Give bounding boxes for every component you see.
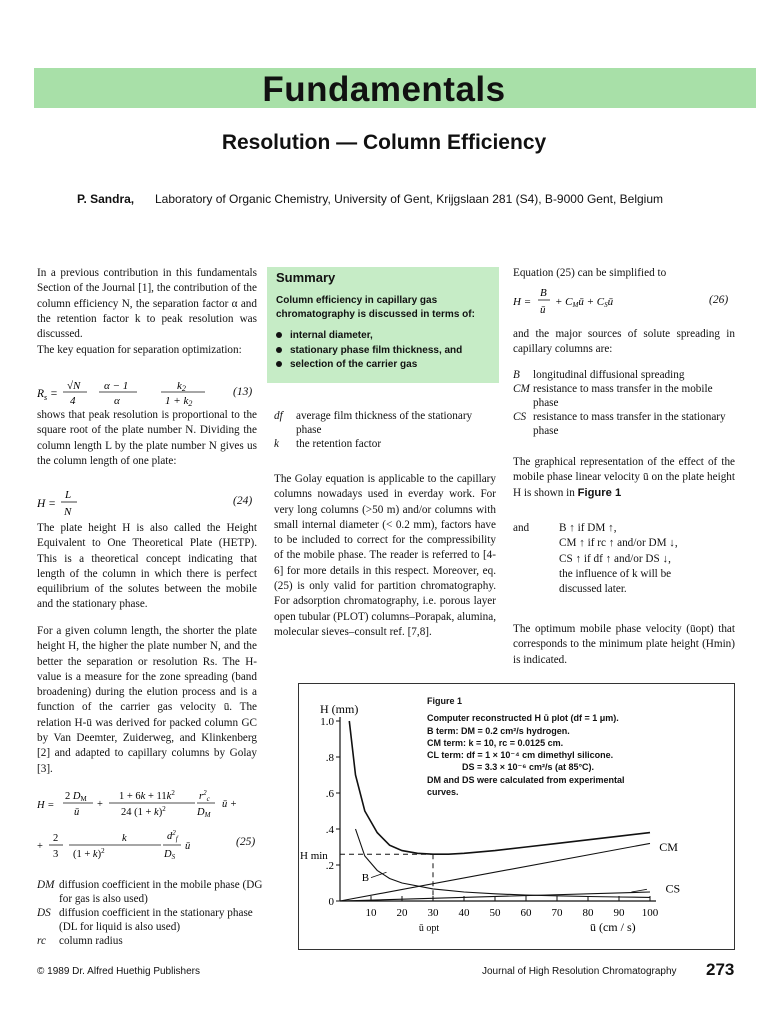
paragraph: In a previous contribution in this fundamentals Section of the Journal [1], the contribution of the column efficiency N, the separation factor α and the retention factor k to peak resolution was discussed. (37, 267, 257, 341)
journal-name: Journal of High Resolution Chromatography (482, 966, 677, 977)
definition-list (274, 409, 496, 451)
caption-line: B term: DM = 0.2 cm²/s hydrogen. (427, 725, 570, 736)
page-number: 273 (706, 960, 735, 979)
condition-line: CS ↑ if df ↑ and/or DS ↓, (559, 552, 671, 565)
svg-text:+: + (37, 841, 43, 852)
definition-item (513, 382, 735, 410)
svg-text:L: L (65, 489, 72, 501)
definition-text: diffusion coefficient in the mobile phase (DG for gas is also used) (59, 879, 263, 905)
svg-text:1 + k2: 1 + k2 (165, 395, 193, 408)
h-min-label: H min (300, 850, 328, 863)
caption-line: curves. (427, 787, 459, 798)
svg-text:ū: ū (540, 304, 546, 316)
copyright: © 1989 Dr. Alfred Huethig Publishers (37, 966, 201, 977)
definition-symbol: CS (513, 411, 527, 423)
definition-symbol: DS (37, 907, 51, 919)
definition-symbol: rc (37, 935, 46, 947)
y-tick-label: 1.0 (320, 716, 334, 728)
u-opt-label: ū opt (418, 923, 440, 934)
definition-text: average film thickness of the stationary phase (296, 410, 473, 436)
condition-line: the influence of k will be (559, 567, 672, 580)
definition-text: the retention factor (296, 438, 382, 450)
author: P. Sandra, (77, 192, 135, 206)
x-tick-label: 60 (520, 907, 532, 919)
summary-bullet: selection of the carrier gas (276, 359, 417, 370)
svg-text:k: k (122, 833, 127, 844)
condition-list (559, 521, 735, 597)
curve-label-cm: CM (659, 840, 678, 854)
x-tick-label: 90 (613, 907, 625, 919)
svg-text:ū: ū (185, 841, 191, 852)
summary-text: Column efficiency in capillary gas chromatography is discussed in terms of: (276, 295, 475, 320)
arrow-cs (631, 889, 647, 892)
summary-bullet: internal diameter, (276, 330, 373, 341)
svg-text:α − 1: α − 1 (104, 380, 129, 392)
svg-text:k2: k2 (177, 380, 186, 393)
equation-25 (37, 787, 267, 862)
svg-text:2 DM: 2 DM (65, 791, 87, 803)
y-tick-label: .2 (325, 860, 334, 872)
y-tick-label: 0 (328, 896, 334, 908)
svg-text:4: 4 (70, 395, 76, 407)
svg-text:N: N (64, 506, 72, 518)
x-tick-label: 40 (458, 907, 470, 919)
equation-26 (513, 286, 673, 318)
svg-text:24 (1 + k)2: 24 $(1 + k)^2$ (121, 805, 166, 818)
definition-list (513, 368, 735, 438)
series-line-h (349, 721, 650, 854)
definition-text: column radius (59, 935, 123, 947)
definition-symbol: k (274, 438, 279, 450)
svg-text:B: B (540, 287, 547, 299)
svg-text:√N: √N (67, 380, 81, 392)
svg-text:r2c: $r^2_c$ (199, 789, 210, 803)
equation-24 (37, 487, 117, 519)
x-axis-label: ū (cm / s) (589, 920, 636, 934)
y-tick-label: .8 (325, 752, 334, 764)
x-tick-label: 50 (489, 907, 501, 919)
definition-text: longitudinal diffusional spreading (533, 369, 685, 381)
svg-text:ū +: ū + (222, 799, 237, 810)
svg-text:1 + 6k + 11k2: $1 + 6k + 11k^2$ (119, 789, 175, 802)
definition-item (274, 409, 496, 437)
svg-text:(1 + k)2: $(1 + k)^2$ (73, 847, 105, 860)
equation-13 (37, 378, 237, 408)
definition-text: diffusion coefficient in the stationary phase (DL for liquid is also used) (59, 907, 253, 933)
svg-text:2: 2 (53, 833, 59, 844)
x-tick-label: 10 (365, 907, 377, 919)
paragraph: The optimum mobile phase velocity (ūopt) that corresponds to the minimum plate height (Hmin) is indicated. (513, 623, 735, 666)
figure-reference: Figure 1 (577, 486, 622, 499)
definition-item (274, 437, 496, 451)
equation-number: (13) (233, 386, 253, 398)
definition-symbol: df (274, 410, 283, 422)
paragraph: The key equation for separation optimization: (37, 344, 242, 356)
definition-item (37, 906, 267, 934)
svg-text:+ CMū + CSū: + CMū + CSū (555, 296, 614, 309)
definition-symbol: CM (513, 383, 530, 395)
series-line-b (356, 829, 651, 897)
summary-bullet: stationary phase film thickness, and (276, 345, 462, 356)
definition-item (37, 934, 267, 948)
and-label: and (513, 522, 530, 534)
caption-line: DM and DS were calculated from experimental (427, 774, 625, 785)
svg-text:ū: ū (74, 807, 80, 818)
caption-line: DS = 3.3 × 10⁻⁶ cm²/s (at 85°C). (427, 762, 595, 773)
definition-item (37, 878, 267, 906)
svg-text:3: 3 (53, 849, 59, 860)
svg-text:H =: H = (37, 800, 55, 811)
caption-line: Computer reconstructed H ū plot (df = 1 μm). (427, 713, 619, 724)
hu-plot (298, 683, 735, 950)
x-tick-label: 30 (427, 907, 439, 919)
svg-text:DM: DM (197, 807, 211, 819)
paragraph: shows that peak resolution is proportional to the square root of the plate number N. Dividing the column length L by the plate number N gives us the column length of one plate: (37, 409, 257, 467)
definition-list (37, 878, 267, 948)
caption-line: CM term: k = 10, rc = 0.0125 cm. (427, 737, 564, 748)
definition-item (513, 410, 735, 438)
y-axis-label: H (mm) (320, 702, 359, 716)
svg-text:+: + (97, 799, 103, 810)
svg-text:H =: H = (513, 296, 532, 308)
affiliation: Laboratory of Organic Chemistry, University of Gent, Krijgslaan 281 (S4), B-9000 Gent, Belgium (155, 192, 664, 206)
x-tick-label: 20 (396, 907, 408, 919)
svg-text:DS: DS (164, 849, 176, 861)
paragraph: For a given column length, the shorter the plate height H, the higher the plate number N, and the better the separation or resolution Rs. The H-value is a measure for the zone spreading (band broadening) during the elution process and is a function of the carrier gas velocity ū. The relation H-ū was derived for packed column GC by Van Deemter, Zuiderweg, and Klinkenberg [2] and adapted to capillary columns by Golay [3]. (37, 625, 257, 775)
paragraph: Equation (25) can be simplified to (513, 267, 667, 279)
equation-number: (26) (709, 294, 729, 306)
condition-line: B ↑ if DM ↑, (559, 522, 617, 534)
paragraph: and the major sources of solute spreading in capillary columns are: (513, 328, 735, 356)
curve-label-b: B (361, 872, 370, 885)
caption-line: CL term: df = 1 × 10⁻⁴ cm dimethyl silicone. (427, 750, 614, 761)
svg-text:α: α (114, 395, 120, 407)
paragraph: The graphical representation of the effect of the mobile phase linear velocity ū on the plate height H is shown in Figure 1 (513, 456, 735, 499)
definition-item (513, 368, 735, 382)
condition-line: CM ↑ if rc ↑ and/or DM ↓, (559, 537, 678, 550)
definition-text: resistance to mass transfer in the stationary phase (533, 411, 726, 437)
svg-text:d2f: $d^2_f$ (167, 829, 178, 843)
svg-text:Rs =: $R_s$ = (37, 388, 58, 402)
article-title: Resolution — Column Efficiency (221, 131, 547, 154)
curve-label-cs: CS (665, 881, 681, 896)
x-tick-label: 80 (582, 907, 594, 919)
y-tick-label: .6 (325, 788, 334, 800)
definition-text: resistance to mass transfer in the mobile phase (533, 383, 713, 409)
svg-text:H =: H = (37, 498, 56, 510)
equation-number: (25) (236, 836, 256, 848)
x-tick-label: 100 (641, 907, 659, 919)
caption-title: Figure 1 (427, 696, 463, 706)
condition-line: discussed later. (559, 583, 627, 596)
definition-symbol: DM (37, 879, 55, 891)
paragraph: The plate height H is also called the Height Equivalent to One Theoretical Plate (HETP). This is a theoretical concept indicating that length of the column in which there is perfect equilibrium of the solutes between the mobile and the stationary phase. (37, 522, 257, 611)
definition-symbol: B (513, 369, 520, 381)
summary-heading: Summary (276, 270, 336, 285)
x-tick-label: 70 (551, 907, 563, 919)
y-tick-label: .4 (325, 824, 334, 836)
paragraph: The Golay equation is applicable to the capillary columns nowadays used in everday work. For very long columns (>50 m) and/or columns with small internal diameter (< 0.2 mm), factors have to be included to correct for the compressibility of the mobile phase. The reader is referred to [4-6] for more details in this respect. Moreover, eq. (25) is only valid for partition chromatography. For adsorption chromatography, i.e. porous layer open tubular (PLOT) columns–Porapak, alumina, molecular sieves–consult ref. [7,8]. (274, 473, 496, 638)
section-title: Fundamentals (262, 70, 506, 109)
equation-number: (24) (233, 495, 253, 507)
